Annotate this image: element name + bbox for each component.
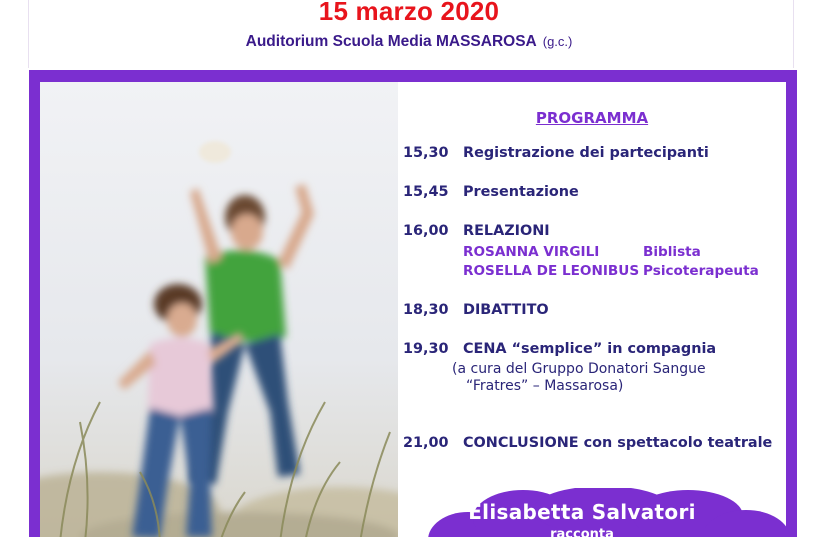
speaker-role: Biblista (643, 244, 701, 260)
venue-note: (g.c.) (542, 34, 573, 49)
performer-subtitle: racconta (550, 527, 614, 537)
programme-item (403, 302, 549, 318)
programme-item (403, 341, 716, 357)
performer-name: Elisabetta Salvatori (468, 500, 696, 524)
speaker-name: ROSELLA DE LEONIBUS (463, 263, 640, 279)
speaker-name: ROSANNA VIRGILI (463, 244, 600, 260)
speaker-role: Psicoterapeuta (643, 263, 759, 279)
programme-time: 18,30 (403, 302, 449, 318)
programme-label: Presentazione (463, 184, 579, 200)
programme-label: CONCLUSIONE con spettacolo teatrale (463, 435, 773, 451)
programme-label: Registrazione dei partecipanti (463, 145, 709, 161)
programme-label: CENA “semplice” in compagnia (463, 341, 717, 357)
programme-item (403, 435, 772, 451)
event-header (0, 0, 818, 70)
programme-time: 19,30 (403, 341, 449, 357)
programme-item (403, 184, 579, 200)
jumping-children-photo (40, 82, 398, 537)
event-venue-line (0, 33, 818, 51)
programme-panel (398, 82, 786, 537)
programme-item (403, 223, 550, 239)
programme-time: 15,30 (403, 145, 449, 161)
programme-title: PROGRAMMA (535, 109, 649, 127)
dinner-note: (a cura del Gruppo Donatori Sangue (452, 361, 706, 377)
programme-time: 15,45 (403, 184, 449, 200)
dinner-note: “Fratres” – Massarosa) (466, 378, 624, 394)
programme-time: 16,00 (403, 223, 449, 239)
programme-label: DIBATTITO (463, 302, 549, 318)
photo-illustration (40, 82, 398, 537)
event-date: 15 marzo 2020 (318, 0, 500, 26)
event-venue: Auditorium Scuola Media MASSAROSA (245, 33, 537, 50)
programme-label: RELAZIONI (463, 223, 550, 239)
programme-item (403, 145, 709, 161)
programme-time: 21,00 (403, 435, 449, 451)
